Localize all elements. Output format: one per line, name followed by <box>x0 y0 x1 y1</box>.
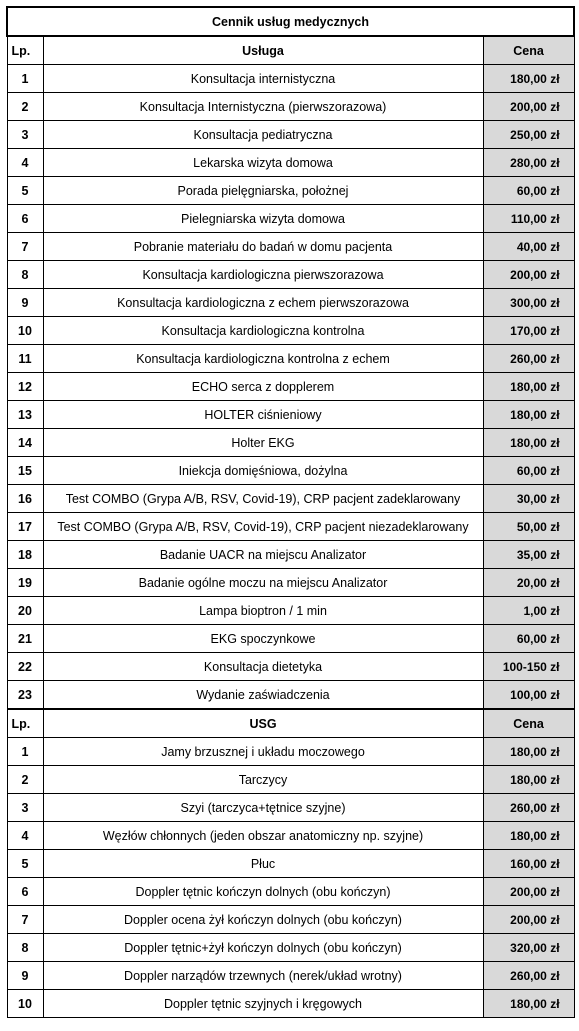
table-row <box>7 485 574 513</box>
service-name: Doppler tętnic szyjnych i kręgowych <box>43 990 483 1018</box>
column-header-service: USG <box>43 709 483 738</box>
title-row <box>7 7 574 36</box>
table-row <box>7 934 574 962</box>
service-name: Tarczycy <box>43 766 483 794</box>
service-name: Porada pielęgniarska, położnej <box>43 177 483 205</box>
row-number: 4 <box>7 822 43 850</box>
service-name: Konsultacja kardiologiczna pierwszorazowa <box>43 261 483 289</box>
row-number: 7 <box>7 233 43 261</box>
table-row <box>7 878 574 906</box>
service-name: Płuc <box>43 850 483 878</box>
table-row <box>7 121 574 149</box>
table-row <box>7 681 574 710</box>
table-row <box>7 345 574 373</box>
service-price: 100,00 zł <box>483 681 574 710</box>
row-number: 8 <box>7 261 43 289</box>
price-table <box>6 6 575 1018</box>
service-price: 180,00 zł <box>483 65 574 93</box>
table-row <box>7 373 574 401</box>
table-row <box>7 738 574 766</box>
table-row <box>7 401 574 429</box>
service-name: Badanie ogólne moczu na miejscu Analizator <box>43 569 483 597</box>
service-name: HOLTER ciśnieniowy <box>43 401 483 429</box>
service-price: 260,00 zł <box>483 345 574 373</box>
table-row <box>7 149 574 177</box>
service-name: Konsultacja kardiologiczna z echem pierwszorazowa <box>43 289 483 317</box>
service-price: 35,00 zł <box>483 541 574 569</box>
table-row <box>7 962 574 990</box>
service-price: 180,00 zł <box>483 429 574 457</box>
row-number: 16 <box>7 485 43 513</box>
service-name: Konsultacja internistyczna <box>43 65 483 93</box>
service-price: 200,00 zł <box>483 261 574 289</box>
table-row <box>7 65 574 93</box>
service-price: 260,00 zł <box>483 794 574 822</box>
service-name: Jamy brzusznej i układu moczowego <box>43 738 483 766</box>
service-name: Badanie UACR na miejscu Analizator <box>43 541 483 569</box>
row-number: 21 <box>7 625 43 653</box>
service-price: 260,00 zł <box>483 962 574 990</box>
table-row <box>7 597 574 625</box>
service-price: 180,00 zł <box>483 990 574 1018</box>
column-header-lp: Lp. <box>7 709 43 738</box>
table-row <box>7 850 574 878</box>
service-name: Konsultacja kardiologiczna kontrolna z echem <box>43 345 483 373</box>
table-row <box>7 205 574 233</box>
row-number: 1 <box>7 65 43 93</box>
table-row <box>7 794 574 822</box>
column-header-price: Cena <box>483 709 574 738</box>
row-number: 11 <box>7 345 43 373</box>
row-number: 10 <box>7 317 43 345</box>
service-price: 180,00 zł <box>483 822 574 850</box>
service-name: Lekarska wizyta domowa <box>43 149 483 177</box>
service-name: Test COMBO (Grypa A/B, RSV, Covid-19), CRP pacjent zadeklarowany <box>43 485 483 513</box>
row-number: 2 <box>7 93 43 121</box>
table-row <box>7 289 574 317</box>
service-price: 160,00 zł <box>483 850 574 878</box>
row-number: 22 <box>7 653 43 681</box>
table-row <box>7 233 574 261</box>
service-price: 180,00 zł <box>483 738 574 766</box>
table-row <box>7 569 574 597</box>
table-row <box>7 457 574 485</box>
service-name: Lampa bioptron / 1 min <box>43 597 483 625</box>
service-price: 30,00 zł <box>483 485 574 513</box>
service-price: 170,00 zł <box>483 317 574 345</box>
row-number: 9 <box>7 962 43 990</box>
service-price: 40,00 zł <box>483 233 574 261</box>
row-number: 7 <box>7 906 43 934</box>
service-price: 60,00 zł <box>483 177 574 205</box>
row-number: 6 <box>7 205 43 233</box>
row-number: 3 <box>7 794 43 822</box>
service-price: 20,00 zł <box>483 569 574 597</box>
row-number: 19 <box>7 569 43 597</box>
service-name: Doppler narządów trzewnych (nerek/układ wrotny) <box>43 962 483 990</box>
service-price: 200,00 zł <box>483 906 574 934</box>
service-price: 50,00 zł <box>483 513 574 541</box>
service-name: Węzłów chłonnych (jeden obszar anatomiczny np. szyjne) <box>43 822 483 850</box>
service-price: 200,00 zł <box>483 93 574 121</box>
service-name: Iniekcja domięśniowa, dożylna <box>43 457 483 485</box>
service-price: 180,00 zł <box>483 766 574 794</box>
service-price: 200,00 zł <box>483 878 574 906</box>
service-name: Pobranie materiału do badań w domu pacjenta <box>43 233 483 261</box>
service-price: 250,00 zł <box>483 121 574 149</box>
service-price: 60,00 zł <box>483 625 574 653</box>
table-row <box>7 177 574 205</box>
row-number: 1 <box>7 738 43 766</box>
table-row <box>7 93 574 121</box>
row-number: 8 <box>7 934 43 962</box>
table-row <box>7 513 574 541</box>
service-name: Test COMBO (Grypa A/B, RSV, Covid-19), CRP pacjent niezadeklarowany <box>43 513 483 541</box>
usg-header-row <box>7 709 574 738</box>
row-number: 17 <box>7 513 43 541</box>
table-row <box>7 822 574 850</box>
service-price: 60,00 zł <box>483 457 574 485</box>
table-row <box>7 653 574 681</box>
table-row <box>7 429 574 457</box>
column-header-price: Cena <box>483 36 574 65</box>
table-row <box>7 541 574 569</box>
table-row <box>7 766 574 794</box>
row-number: 6 <box>7 878 43 906</box>
row-number: 9 <box>7 289 43 317</box>
row-number: 3 <box>7 121 43 149</box>
service-name: Konsultacja kardiologiczna kontrolna <box>43 317 483 345</box>
service-name: EKG spoczynkowe <box>43 625 483 653</box>
price-table-body <box>7 7 574 1018</box>
service-price: 180,00 zł <box>483 373 574 401</box>
row-number: 10 <box>7 990 43 1018</box>
column-header-lp: Lp. <box>7 36 43 65</box>
column-header-service: Usługa <box>43 36 483 65</box>
row-number: 2 <box>7 766 43 794</box>
price-list-sheet <box>6 6 573 1018</box>
service-name: Doppler tętnic kończyn dolnych (obu kończyn) <box>43 878 483 906</box>
table-row <box>7 625 574 653</box>
service-name: Doppler ocena żył kończyn dolnych (obu kończyn) <box>43 906 483 934</box>
table-row <box>7 906 574 934</box>
page-title: Cennik usług medycznych <box>7 7 574 36</box>
service-name: Wydanie zaświadczenia <box>43 681 483 710</box>
table-row <box>7 261 574 289</box>
row-number: 4 <box>7 149 43 177</box>
service-price: 180,00 zł <box>483 401 574 429</box>
service-price: 280,00 zł <box>483 149 574 177</box>
service-price: 1,00 zł <box>483 597 574 625</box>
service-price: 100-150 zł <box>483 653 574 681</box>
service-price: 110,00 zł <box>483 205 574 233</box>
service-price: 300,00 zł <box>483 289 574 317</box>
row-number: 13 <box>7 401 43 429</box>
row-number: 14 <box>7 429 43 457</box>
row-number: 5 <box>7 177 43 205</box>
row-number: 23 <box>7 681 43 710</box>
service-name: Konsultacja Internistyczna (pierwszorazowa) <box>43 93 483 121</box>
table-row <box>7 990 574 1018</box>
service-name: Holter EKG <box>43 429 483 457</box>
row-number: 15 <box>7 457 43 485</box>
row-number: 12 <box>7 373 43 401</box>
service-name: Doppler tętnic+żył kończyn dolnych (obu kończyn) <box>43 934 483 962</box>
service-name: Konsultacja dietetyka <box>43 653 483 681</box>
row-number: 18 <box>7 541 43 569</box>
service-name: Pielegniarska wizyta domowa <box>43 205 483 233</box>
service-name: Konsultacja pediatryczna <box>43 121 483 149</box>
service-price: 320,00 zł <box>483 934 574 962</box>
table-row <box>7 317 574 345</box>
service-name: Szyi (tarczyca+tętnice szyjne) <box>43 794 483 822</box>
row-number: 20 <box>7 597 43 625</box>
services-header-row <box>7 36 574 65</box>
row-number: 5 <box>7 850 43 878</box>
service-name: ECHO serca z dopplerem <box>43 373 483 401</box>
